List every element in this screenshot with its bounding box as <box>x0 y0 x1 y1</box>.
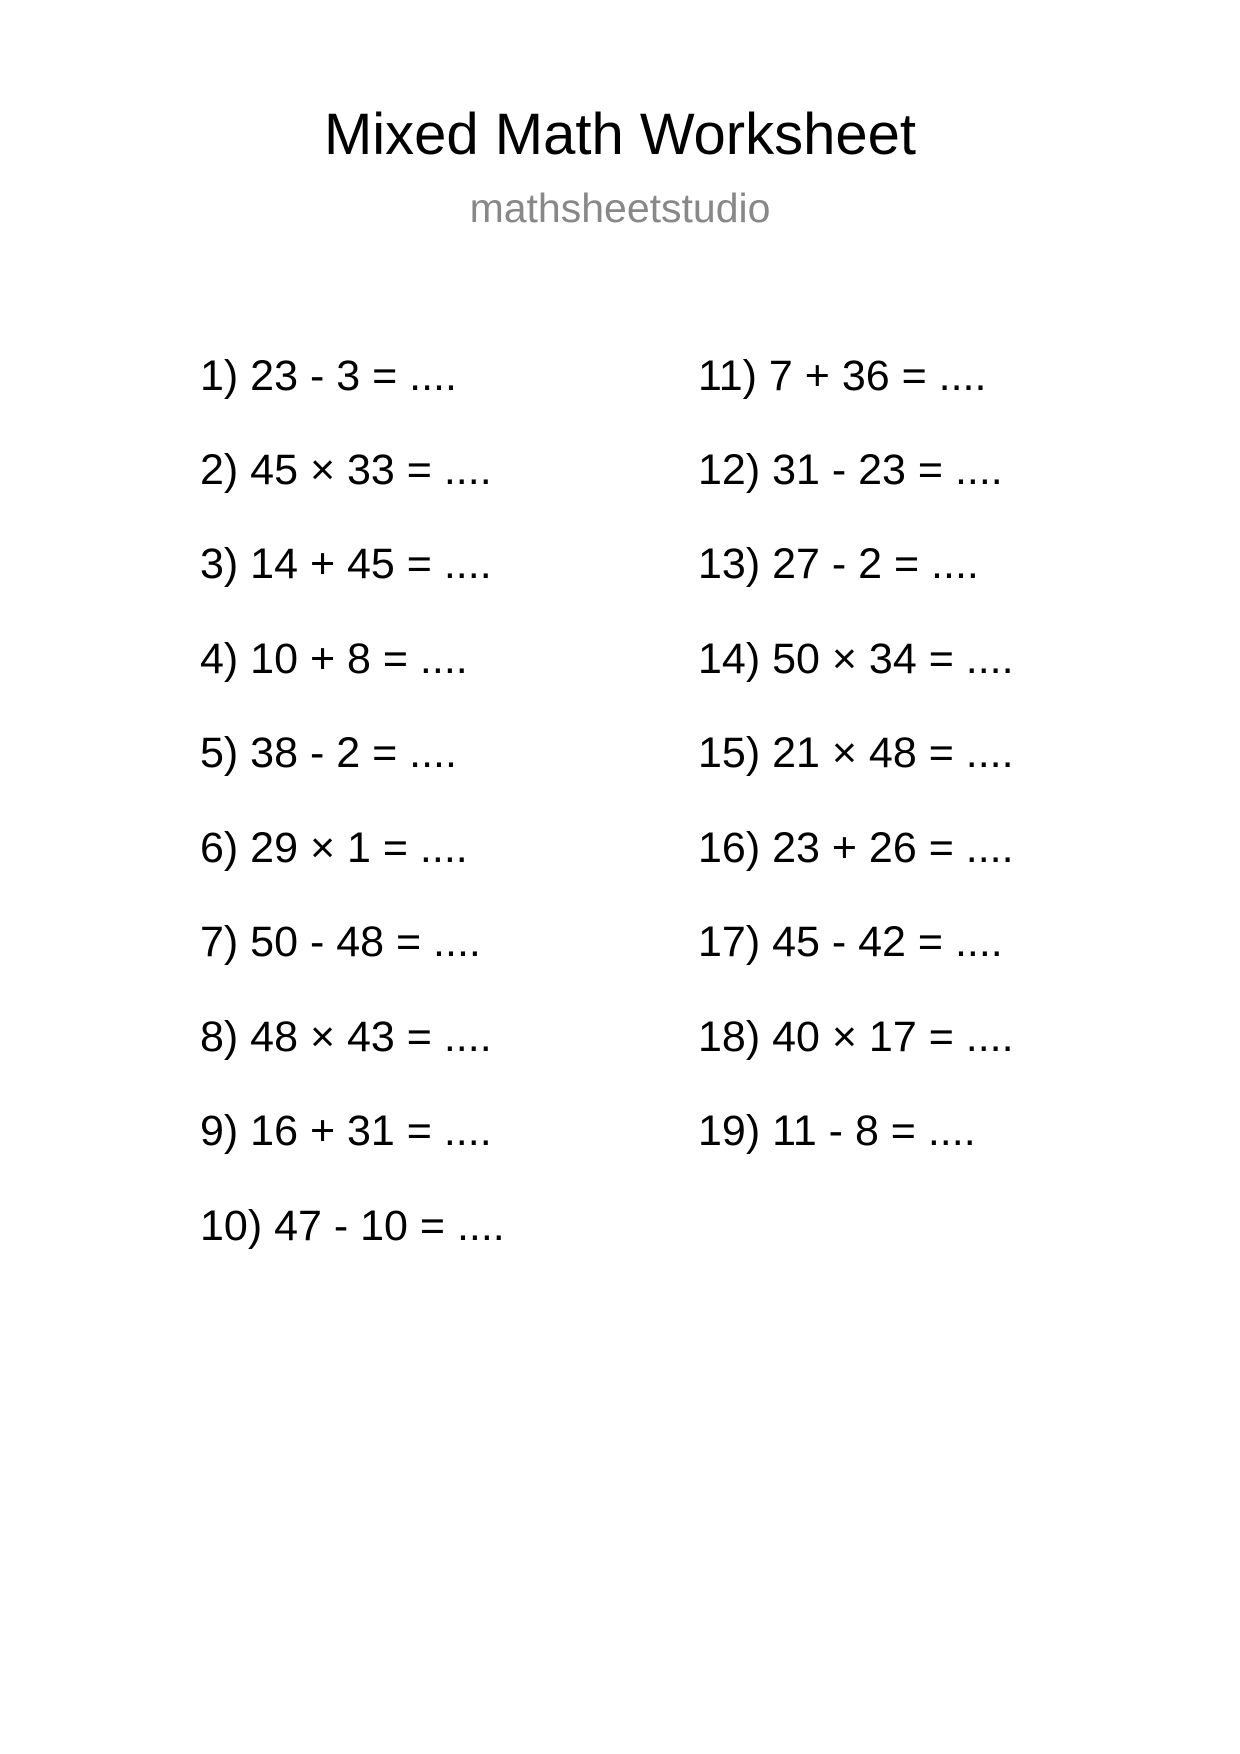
problem-item: 8) 48 × 43 = .... <box>200 1013 492 1061</box>
problem-item: 6) 29 × 1 = .... <box>200 824 468 872</box>
problem-item: 17) 45 - 42 = .... <box>698 918 1003 966</box>
worksheet-subtitle: mathsheetstudio <box>469 185 771 231</box>
problem-item: 10) 47 - 10 = .... <box>200 1202 505 1250</box>
problem-item: 19) 11 - 8 = .... <box>698 1107 976 1155</box>
problem-item: 5) 38 - 2 = .... <box>200 729 457 777</box>
problem-item: 12) 31 - 23 = .... <box>698 446 1003 494</box>
problem-item: 11) 7 + 36 = .... <box>698 352 987 400</box>
worksheet-title: Mixed Math Worksheet <box>323 102 917 167</box>
problem-item: 7) 50 - 48 = .... <box>200 918 481 966</box>
problem-item: 16) 23 + 26 = .... <box>698 824 1014 872</box>
problem-item: 2) 45 × 33 = .... <box>200 446 492 494</box>
problem-item: 13) 27 - 2 = .... <box>698 540 979 588</box>
problem-item: 3) 14 + 45 = .... <box>200 540 492 588</box>
problem-item: 15) 21 × 48 = .... <box>698 729 1014 777</box>
problem-item: 4) 10 + 8 = .... <box>200 635 468 683</box>
problem-item: 18) 40 × 17 = .... <box>698 1013 1014 1061</box>
problem-item: 9) 16 + 31 = .... <box>200 1107 492 1155</box>
problem-item: 1) 23 - 3 = .... <box>200 352 457 400</box>
problem-item: 14) 50 × 34 = .... <box>698 635 1014 683</box>
